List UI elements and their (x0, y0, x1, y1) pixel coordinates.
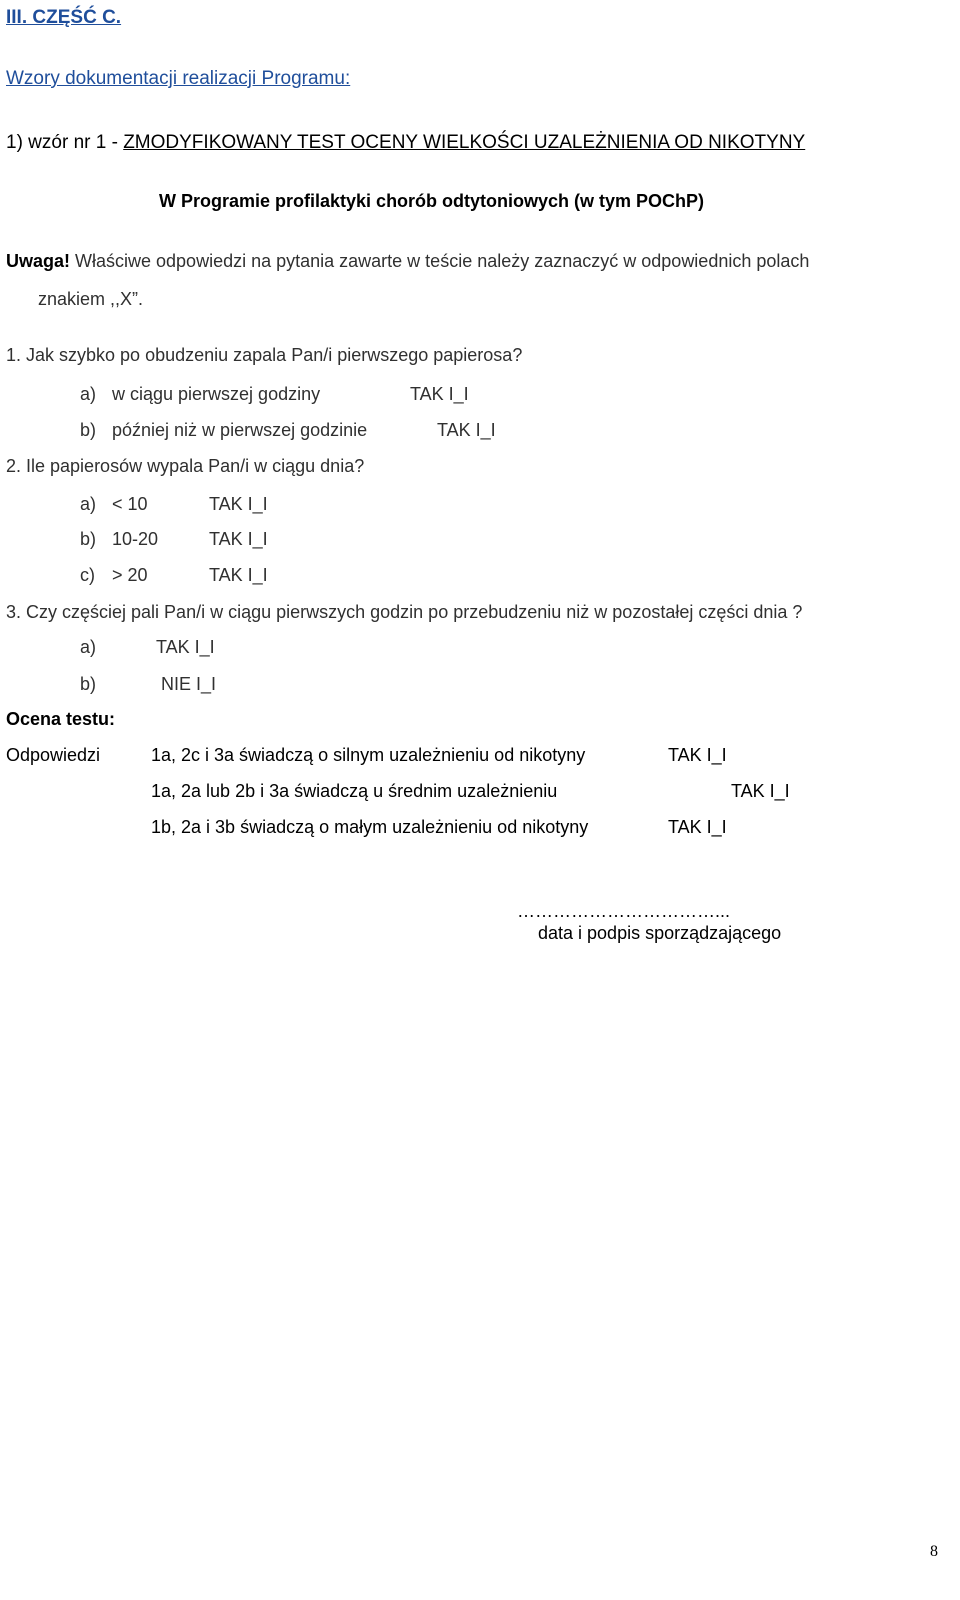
pattern-prefix: 1) wzór nr 1 - (6, 132, 124, 153)
evaluation-row-1-text: 1a, 2c i 3a świadczą o silnym uzależnieniu od nikotyny (151, 745, 586, 765)
q1-option-b-text: później niż w pierwszej godzinie (112, 420, 368, 440)
signature-line: ……………………………... (517, 901, 731, 921)
evaluation-row-1-checkbox[interactable]: TAK I_I (668, 745, 727, 765)
q2-option-c-letter: c) (80, 565, 95, 585)
q2-option-a-letter: a) (80, 494, 97, 514)
q2-option-b-letter: b) (80, 529, 97, 549)
q1-option-a-letter: a) (80, 384, 97, 404)
q2-option-a-text: < 10 (112, 494, 148, 514)
q1-option-a-text: w ciągu pierwszej godziny (112, 384, 321, 404)
evaluation-row-3-text: 1b, 2a i 3b świadczą o małym uzależnieniu od nikotyny (151, 817, 589, 837)
question-1: 1. Jak szybko po obudzeniu zapala Pan/i pierwszego papierosa? (6, 345, 523, 365)
note-text: Właściwe odpowiedzi na pytania zawarte w teście należy zaznaczyć w odpowiednich polach (70, 251, 810, 271)
question-2: 2. Ile papierosów wypala Pan/i w ciągu dnia? (6, 456, 365, 476)
q1-option-b-checkbox[interactable]: TAK I_I (437, 420, 496, 440)
pattern-title: ZMODYFIKOWANY TEST OCENY WIELKOŚCI UZALEŻNIENIA OD NIKOTYNY (123, 132, 806, 153)
q1-option-b-letter: b) (80, 420, 97, 440)
q2-option-b-text: 10-20 (112, 529, 159, 549)
signature-label: data i podpis sporządzającego (538, 923, 782, 943)
q2-option-a-checkbox[interactable]: TAK I_I (209, 494, 268, 514)
q1-option-a-checkbox[interactable]: TAK I_I (410, 384, 469, 404)
q3-option-a-checkbox[interactable]: TAK I_I (156, 637, 215, 657)
page-number: 8 (930, 1543, 938, 1560)
question-3: 3. Czy częściej pali Pan/i w ciągu pierwszych godzin po przebudzeniu niż w pozostałej części dnia ? (6, 602, 803, 622)
q3-option-b-checkbox[interactable]: NIE I_I (161, 674, 217, 694)
evaluation-answers-label: Odpowiedzi (6, 745, 101, 765)
program-line: W Programie profilaktyki chorób odtytoniowych (w tym POChP) (159, 191, 705, 211)
note-label: Uwaga! (6, 251, 71, 271)
q2-option-c-checkbox[interactable]: TAK I_I (209, 565, 268, 585)
document-subtitle: Wzory dokumentacji realizacji Programu: (6, 68, 351, 89)
note-line (6, 252, 809, 270)
section-title: III. CZĘŚĆ C. (6, 7, 122, 28)
evaluation-row-2-text: 1a, 2a lub 2b i 3a świadczą u średnim uzależnieniu (151, 781, 558, 801)
q3-option-b-letter: b) (80, 674, 97, 694)
q3-option-a-letter: a) (80, 637, 97, 657)
pattern-heading (6, 133, 805, 152)
note-text-continued: znakiem ,,X”. (38, 289, 144, 309)
q2-option-c-text: > 20 (112, 565, 148, 585)
evaluation-row-2-checkbox[interactable]: TAK I_I (731, 781, 790, 801)
q2-option-b-checkbox[interactable]: TAK I_I (209, 529, 268, 549)
evaluation-title: Ocena testu: (6, 709, 116, 729)
evaluation-row-3-checkbox[interactable]: TAK I_I (668, 817, 727, 837)
